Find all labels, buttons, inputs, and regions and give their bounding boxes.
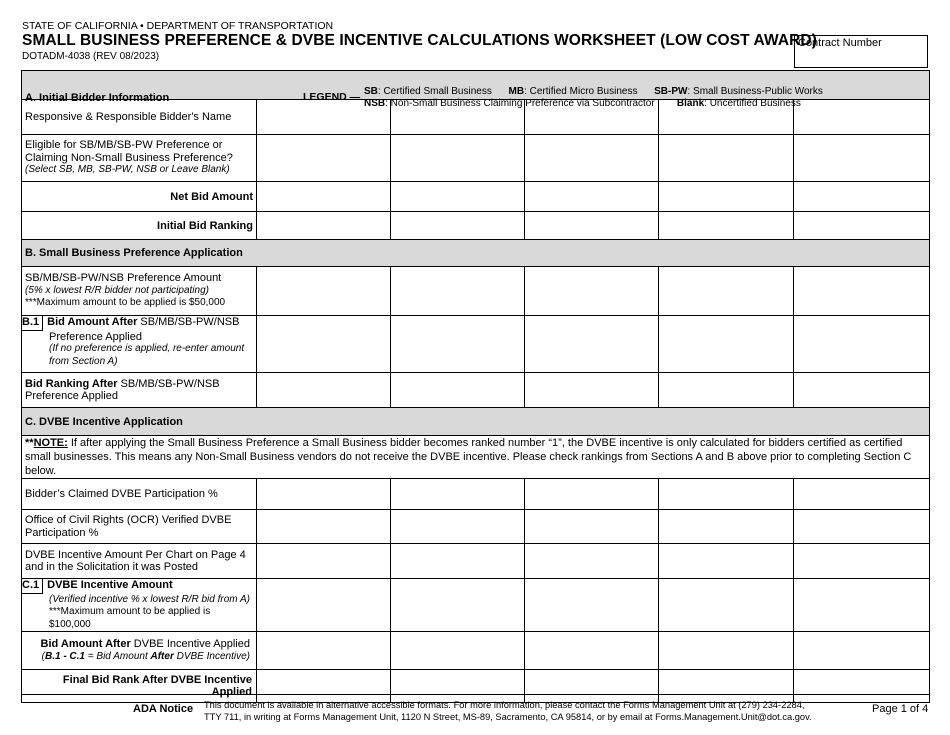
input-cell[interactable] xyxy=(659,510,794,544)
c1-incentive-label xyxy=(22,579,257,632)
input-cell[interactable] xyxy=(525,182,659,212)
bidder-name-label: Responsive & Responsible Bidder's Name xyxy=(22,100,257,135)
input-cell[interactable] xyxy=(257,212,391,240)
dvbe-chart-label xyxy=(22,544,257,579)
input-cell[interactable] xyxy=(659,212,794,240)
input-cell[interactable] xyxy=(257,510,391,544)
preference-amount-max: ***Maximum amount to be applied is $50,000 xyxy=(25,297,226,309)
input-cell[interactable] xyxy=(391,316,525,373)
b1-text: SB/MB/SB-PW/NSB xyxy=(137,316,240,328)
section-c-header xyxy=(22,408,930,436)
input-cell[interactable] xyxy=(257,135,391,182)
input-cell[interactable] xyxy=(659,632,794,670)
legend-sbpw-code: SB-PW xyxy=(654,86,688,97)
input-cell[interactable] xyxy=(659,670,794,703)
table-row xyxy=(22,510,930,544)
c1-bold: DVBE Incentive Amount xyxy=(47,579,173,591)
c1-max: ***Maximum amount to be applied is $100,000 xyxy=(49,606,211,630)
input-cell[interactable] xyxy=(257,479,391,510)
input-cell[interactable] xyxy=(391,510,525,544)
ada-notice-label: ADA Notice xyxy=(133,703,194,715)
legend-nsb-code: NSB xyxy=(364,98,386,109)
input-cell[interactable] xyxy=(659,479,794,510)
section-c-title: C. DVBE Incentive Application xyxy=(22,408,930,436)
claimed-dvbe-label: Bidder’s Claimed DVBE Participation % xyxy=(22,479,257,510)
table-row xyxy=(22,479,930,510)
input-cell[interactable] xyxy=(391,670,525,703)
ada-notice-text xyxy=(204,699,812,723)
input-cell[interactable] xyxy=(391,579,525,632)
input-cell[interactable] xyxy=(794,316,930,373)
bid-after-dvbe-bold: Bid Amount After xyxy=(40,638,131,650)
eligibility-label xyxy=(22,135,257,182)
bid-after-dvbe-after: After xyxy=(150,650,174,662)
input-cell[interactable] xyxy=(525,479,659,510)
input-cell[interactable] xyxy=(659,373,794,408)
preference-amount-note: (5% x lowest R/R bidder not participating) xyxy=(25,284,209,296)
table-row xyxy=(22,632,930,670)
input-cell[interactable] xyxy=(794,100,930,135)
legend-sbpw-text: : Small Business-Public Works xyxy=(687,86,823,97)
c1-number: C.1 xyxy=(22,579,43,594)
contract-number-label: Contract Number xyxy=(798,37,882,49)
form-title: SMALL BUSINESS PREFERENCE & DVBE INCENTIVE CALCULATIONS WORKSHEET (LOW COST AWARD) xyxy=(22,32,817,49)
input-cell[interactable] xyxy=(525,316,659,373)
b1-bid-amount-label xyxy=(22,316,257,373)
bid-ranking-after-bold: Bid Ranking After xyxy=(25,377,118,390)
bid-after-dvbe-label xyxy=(22,632,257,670)
input-cell[interactable] xyxy=(525,212,659,240)
legend-sb-text: : Certified Small Business xyxy=(377,86,492,97)
input-cell[interactable] xyxy=(257,632,391,670)
input-cell[interactable] xyxy=(525,632,659,670)
dvbe-note xyxy=(22,436,930,479)
b1-note1: (If no preference is applied, re-enter amount xyxy=(49,343,245,354)
dvbe-chart-line1: DVBE Incentive Amount Per Chart on Page 4 xyxy=(25,548,246,561)
legend-line-2 xyxy=(364,98,801,109)
footer-divider xyxy=(21,694,929,695)
input-cell[interactable] xyxy=(525,373,659,408)
input-cell[interactable] xyxy=(525,135,659,182)
form-number: DOTADM-4038 (REV 08/2023) xyxy=(22,51,160,62)
eligibility-label-line1: Eligible for SB/MB/SB-PW Preference or xyxy=(25,139,223,152)
net-bid-amount-label: Net Bid Amount xyxy=(22,182,257,212)
input-cell[interactable] xyxy=(257,373,391,408)
input-cell[interactable] xyxy=(794,632,930,670)
b1-number: B.1 xyxy=(22,316,43,331)
input-cell[interactable] xyxy=(659,135,794,182)
b1-line2: Preference Applied xyxy=(49,330,142,343)
b1-note2: from Section A) xyxy=(49,355,118,367)
bid-ranking-after-text: SB/MB/SB-PW/NSB xyxy=(117,377,220,390)
bid-ranking-after-label xyxy=(22,373,257,408)
input-cell[interactable] xyxy=(794,670,930,703)
section-a-header xyxy=(22,71,930,100)
input-cell[interactable] xyxy=(794,544,930,579)
input-cell[interactable] xyxy=(257,670,391,703)
input-cell[interactable] xyxy=(659,544,794,579)
eligibility-label-line2: Claiming Non-Small Business Preference? xyxy=(25,151,233,164)
input-cell[interactable] xyxy=(391,182,525,212)
input-cell[interactable] xyxy=(794,479,930,510)
input-cell[interactable] xyxy=(391,212,525,240)
bid-after-dvbe-formula: B.1 - C.1 xyxy=(44,650,85,662)
input-cell[interactable] xyxy=(391,135,525,182)
section-b-header xyxy=(22,240,930,267)
input-cell[interactable] xyxy=(525,544,659,579)
input-cell[interactable] xyxy=(391,544,525,579)
input-cell[interactable] xyxy=(391,267,525,316)
input-cell[interactable] xyxy=(391,479,525,510)
input-cell[interactable] xyxy=(391,373,525,408)
legend-line-1 xyxy=(364,86,823,97)
initial-bid-ranking-label: Initial Bid Ranking xyxy=(22,212,257,240)
input-cell[interactable] xyxy=(794,373,930,408)
legend-sb-code: SB xyxy=(364,86,378,97)
final-bid-rank-label: Final Bid Rank After DVBE Incentive Applied xyxy=(22,670,257,703)
dvbe-chart-line2: and in the Solicitation it was Posted xyxy=(25,561,199,573)
ada-line-2: TTY 711, in writing at Forms Management Unit, 1120 N Street, MS-89, Sacramento, CA 95814, or by email at Forms.Management.Unit@dot.ca.gov. xyxy=(204,712,812,722)
legend-nsb-text: : Non-Small Business Claiming Preference via Subcontractor xyxy=(385,98,655,109)
b1-bold: Bid Amount After xyxy=(47,316,138,328)
section-c-note-row xyxy=(22,436,930,479)
input-cell[interactable] xyxy=(659,316,794,373)
legend-blank-code: Blank xyxy=(676,98,705,109)
ocr-verified-line2: Participation % xyxy=(25,526,99,539)
bid-after-dvbe-paren: ( xyxy=(41,650,45,662)
section-b-title: B. Small Business Preference Application xyxy=(22,240,930,267)
ocr-verified-line1: Office of Civil Rights (OCR) Verified DVBE xyxy=(25,514,232,526)
input-cell[interactable] xyxy=(659,579,794,632)
table-row xyxy=(22,316,930,373)
section-a-title: A. Initial Bidder Information xyxy=(25,92,170,104)
bid-ranking-after-line2: Preference Applied xyxy=(25,390,118,402)
input-cell[interactable] xyxy=(794,579,930,632)
contract-number-field[interactable] xyxy=(794,35,928,68)
note-label: NOTE: xyxy=(33,437,68,449)
bid-after-dvbe-mid: = Bid Amount xyxy=(85,650,151,662)
input-cell[interactable] xyxy=(525,267,659,316)
input-cell[interactable] xyxy=(257,316,391,373)
note-prefix: ** xyxy=(25,437,34,449)
ada-line-1: This document is available in alternative accessible formats. For more information, please contact the Forms Management Unit at (279) 234-2284, xyxy=(204,700,805,710)
table-row xyxy=(22,182,930,212)
input-cell[interactable] xyxy=(257,182,391,212)
legend-mb-text: : Certified Micro Business xyxy=(524,86,638,97)
table-row xyxy=(22,544,930,579)
eligibility-note: (Select SB, MB, SB-PW, NSB or Leave Blank) xyxy=(25,164,230,176)
input-cell[interactable] xyxy=(257,579,391,632)
note-text: If after applying the Small Business Preference a Small Business bidder becomes ranked number “1”, the DVBE incentive is only calculated for bidders certified as certified small businesses. This means any Non-Small Business vendors do not receive the DVBE incentive. Please check rankings from Sections A and B above prior to completing Section C below. xyxy=(25,437,912,477)
agency-header: STATE OF CALIFORNIA • DEPARTMENT OF TRANSPORTATION xyxy=(22,20,334,32)
table-row xyxy=(22,212,930,240)
table-row xyxy=(22,579,930,632)
input-cell[interactable] xyxy=(659,182,794,212)
ocr-verified-label xyxy=(22,510,257,544)
table-row xyxy=(22,373,930,408)
input-cell[interactable] xyxy=(257,267,391,316)
input-cell[interactable] xyxy=(257,544,391,579)
input-cell[interactable] xyxy=(794,135,930,182)
input-cell[interactable] xyxy=(794,510,930,544)
input-cell[interactable] xyxy=(794,182,930,212)
legend-blank-text: : Uncertified Business xyxy=(704,98,801,109)
table-row xyxy=(22,670,930,703)
legend-mb-code: MB xyxy=(508,86,525,97)
bid-after-dvbe-text: DVBE Incentive Applied xyxy=(130,638,250,650)
input-cell[interactable] xyxy=(794,267,930,316)
input-cell[interactable] xyxy=(525,579,659,632)
input-cell[interactable] xyxy=(525,670,659,703)
c1-note: (Verified incentive % x lowest R/R bid from A) xyxy=(49,593,250,605)
worksheet-table xyxy=(21,70,930,703)
table-row xyxy=(22,135,930,182)
bid-after-dvbe-end: DVBE Incentive) xyxy=(173,650,250,662)
preference-amount-label xyxy=(22,267,257,316)
preference-amount-line1: SB/MB/SB-PW/NSB Preference Amount xyxy=(25,272,222,285)
input-cell[interactable] xyxy=(659,267,794,316)
legend-title: LEGEND — xyxy=(303,91,361,103)
page-number: Page 1 of 4 xyxy=(872,703,929,715)
input-cell[interactable] xyxy=(794,212,930,240)
input-cell[interactable] xyxy=(525,510,659,544)
table-row xyxy=(22,267,930,316)
input-cell[interactable] xyxy=(391,632,525,670)
